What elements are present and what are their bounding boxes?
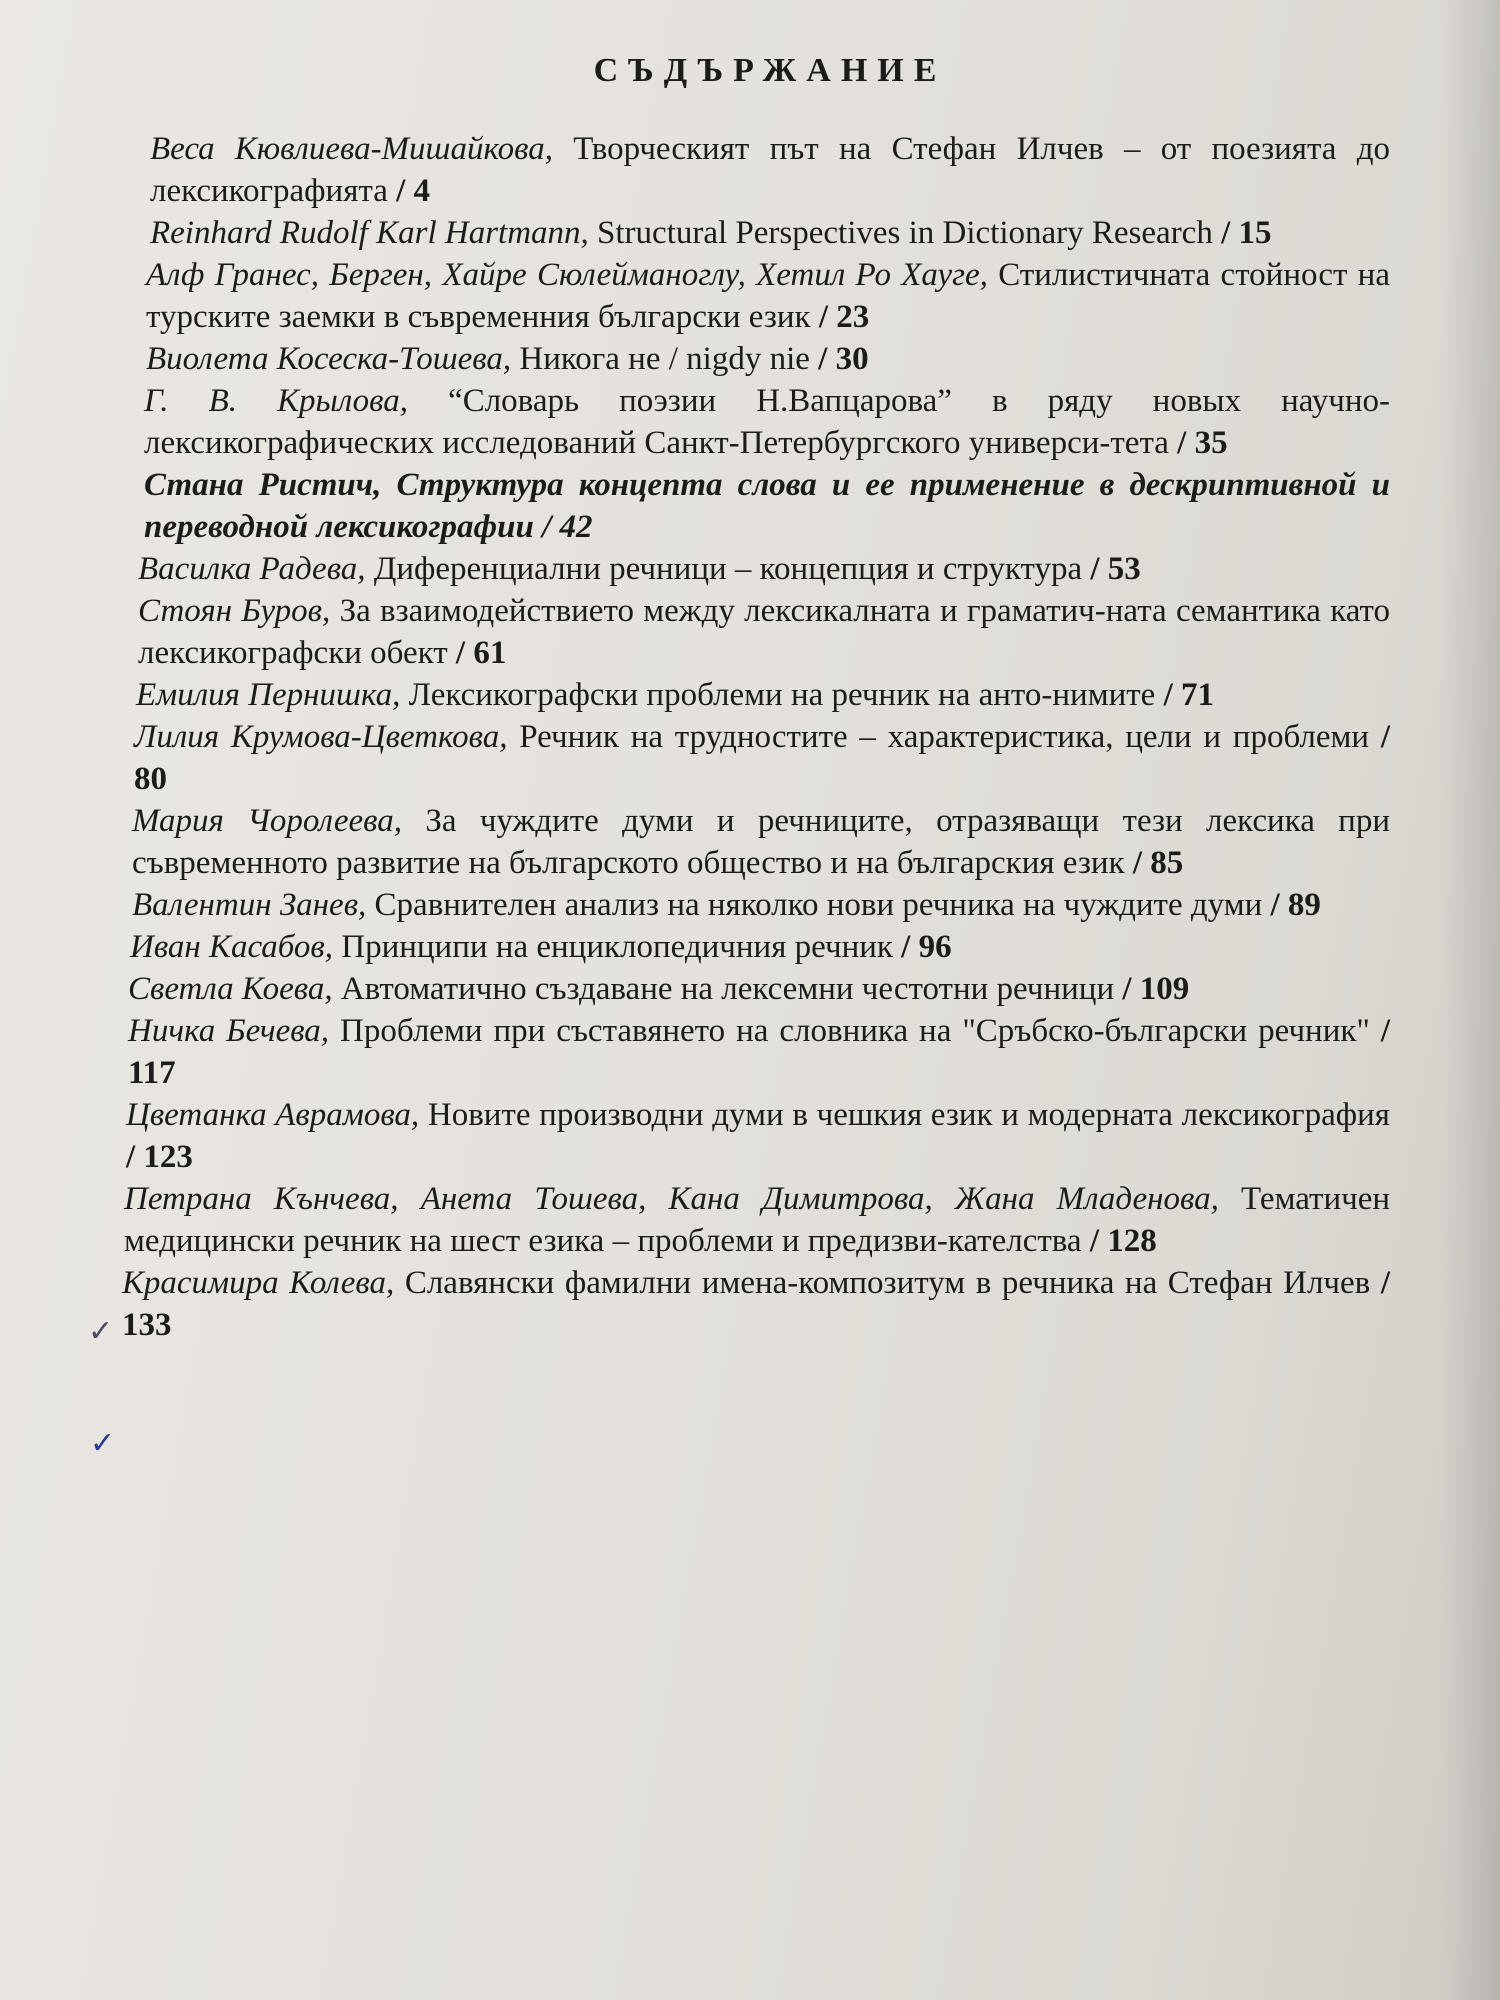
entry-page: / 128 (1089, 1223, 1157, 1259)
entry-author: Reinhard Rudolf Karl Hartmann, (150, 215, 589, 251)
toc-entry (124, 1178, 1390, 1262)
toc-entry (144, 380, 1390, 464)
table-of-contents (122, 128, 1391, 1346)
entry-title: Лексикографски проблеми на речник на анто-нимите (408, 677, 1156, 713)
entry-author: Ничка Бечева, (128, 1013, 330, 1049)
entry-title: Стилистичната стойност на турските заемки в съвременния български език (146, 257, 1390, 335)
toc-entry (132, 800, 1390, 884)
entry-title: Речник на трудностите – характеристика, цели и проблеми (519, 719, 1370, 755)
entry-page: / 42 (542, 509, 593, 545)
entry-page: / 123 (126, 1139, 193, 1175)
entry-author: Светла Коева, (128, 971, 333, 1007)
entry-page: / 53 (1090, 551, 1141, 587)
entry-title: Проблеми при съставянето на словника на "Сръбско-български речник" (340, 1013, 1370, 1049)
toc-entry (138, 548, 1390, 590)
entry-page: / 89 (1270, 887, 1321, 923)
entry-page: / 23 (818, 299, 870, 335)
entry-title: “Словарь поэзии Н.Вапцарова” в ряду новых научно-лексикографических исследований Санкт-Петербургского универси-тета (144, 383, 1391, 461)
entry-author: Алф Гранес, Берген, Хайре Сюлейманоглу, Хетил Ро Хауге, (146, 257, 988, 293)
entry-page: / 15 (1221, 215, 1272, 251)
entry-page: / 30 (818, 341, 869, 377)
entry-title: Принципи на енциклопедичния речник (341, 929, 893, 965)
entry-title: Диференциални речници – концепция и структура (373, 551, 1083, 587)
entry-page: / 117 (128, 1013, 1391, 1091)
entry-page: / 80 (134, 719, 1391, 797)
entry-author: Петрана Кънчева, Анета Тошева, Кана Димитрова, Жана Младенова, (124, 1181, 1219, 1217)
page-title: СЪДЪРЖАНИЕ (593, 52, 947, 89)
page-edge-shadow (1440, 0, 1500, 2000)
entry-author: Иван Касабов, (130, 929, 333, 965)
entry-author: Емилия Пернишка, (136, 677, 401, 713)
entry-author: Лилия Крумова-Цветкова, (134, 719, 508, 755)
toc-entry (130, 926, 1390, 968)
entry-author: Цветанка Аврамова, (126, 1097, 420, 1133)
entry-title: За взаимодействието между лексикалната и граматич-ната семантика като лексикографски обект (138, 593, 1391, 671)
entry-title: Тематичен медицински речник на шест езика – проблеми и предизви-кателства (124, 1181, 1391, 1259)
entry-title: Никога не / nigdy nie (519, 341, 810, 377)
entry-page: / 4 (396, 173, 431, 209)
entry-title: За чуждите думи и речниците, отразяващи тези лексика при съвременното развитие на българското общество и на българския език (132, 803, 1391, 881)
toc-entry (150, 128, 1390, 212)
entry-page: / 61 (455, 635, 507, 671)
toc-entry-bold (144, 464, 1390, 548)
entry-author: Мария Чоролеева, (132, 803, 402, 839)
pencil-check-mark: ✓ (88, 1314, 114, 1349)
entry-author: Виолета Косеска-Тошева, (146, 341, 512, 377)
toc-entry (126, 1094, 1390, 1178)
entry-page: / 85 (1132, 845, 1184, 881)
entry-page: / 71 (1163, 677, 1214, 713)
entry-title: Structural Perspectives in Dictionary Research (597, 215, 1213, 251)
entry-page: / 109 (1122, 971, 1190, 1007)
toc-entry (128, 1010, 1390, 1094)
entry-title: Структура концепта слова и ее применение в дескриптивной и переводной лексикографии (144, 467, 1390, 545)
entry-title: Сравнителен анализ на няколко нови речника на чуждите думи (374, 887, 1263, 923)
toc-entry (132, 884, 1390, 926)
entry-author: Валентин Занев, (132, 887, 367, 923)
entry-author: Веса Кювлиева-Мишайкова, (150, 131, 553, 167)
entry-author: Стана Ристич, (144, 467, 382, 503)
toc-entry (122, 1262, 1390, 1346)
toc-entry (146, 254, 1390, 338)
entry-title: Автоматично създаване на лексемни честотни речници (340, 971, 1115, 1007)
toc-entry (136, 674, 1390, 716)
toc-entry (150, 212, 1390, 254)
entry-title: Новите производни думи в чешкия език и модерната лексикография (427, 1097, 1390, 1133)
entry-author: Красимира Колева, (122, 1265, 395, 1301)
toc-entry (138, 590, 1390, 674)
entry-page: / 96 (901, 929, 952, 965)
entry-page: / 133 (122, 1265, 1390, 1343)
toc-entry (128, 968, 1390, 1010)
ink-check-mark: ✓ (90, 1426, 116, 1461)
entry-author: Василка Радева, (138, 551, 366, 587)
entry-author: Стоян Буров, (138, 593, 331, 629)
toc-entry (134, 716, 1390, 800)
entry-title: Творческият път на Стефан Илчев – от поезията до лексикографията (150, 131, 1390, 209)
toc-entry (146, 338, 1390, 380)
entry-page: / 35 (1177, 425, 1228, 461)
entry-title: Славянски фамилни имена-композитум в речника на Стефан Илчев (404, 1265, 1371, 1301)
entry-author: Г. В. Крылова, (144, 383, 408, 419)
